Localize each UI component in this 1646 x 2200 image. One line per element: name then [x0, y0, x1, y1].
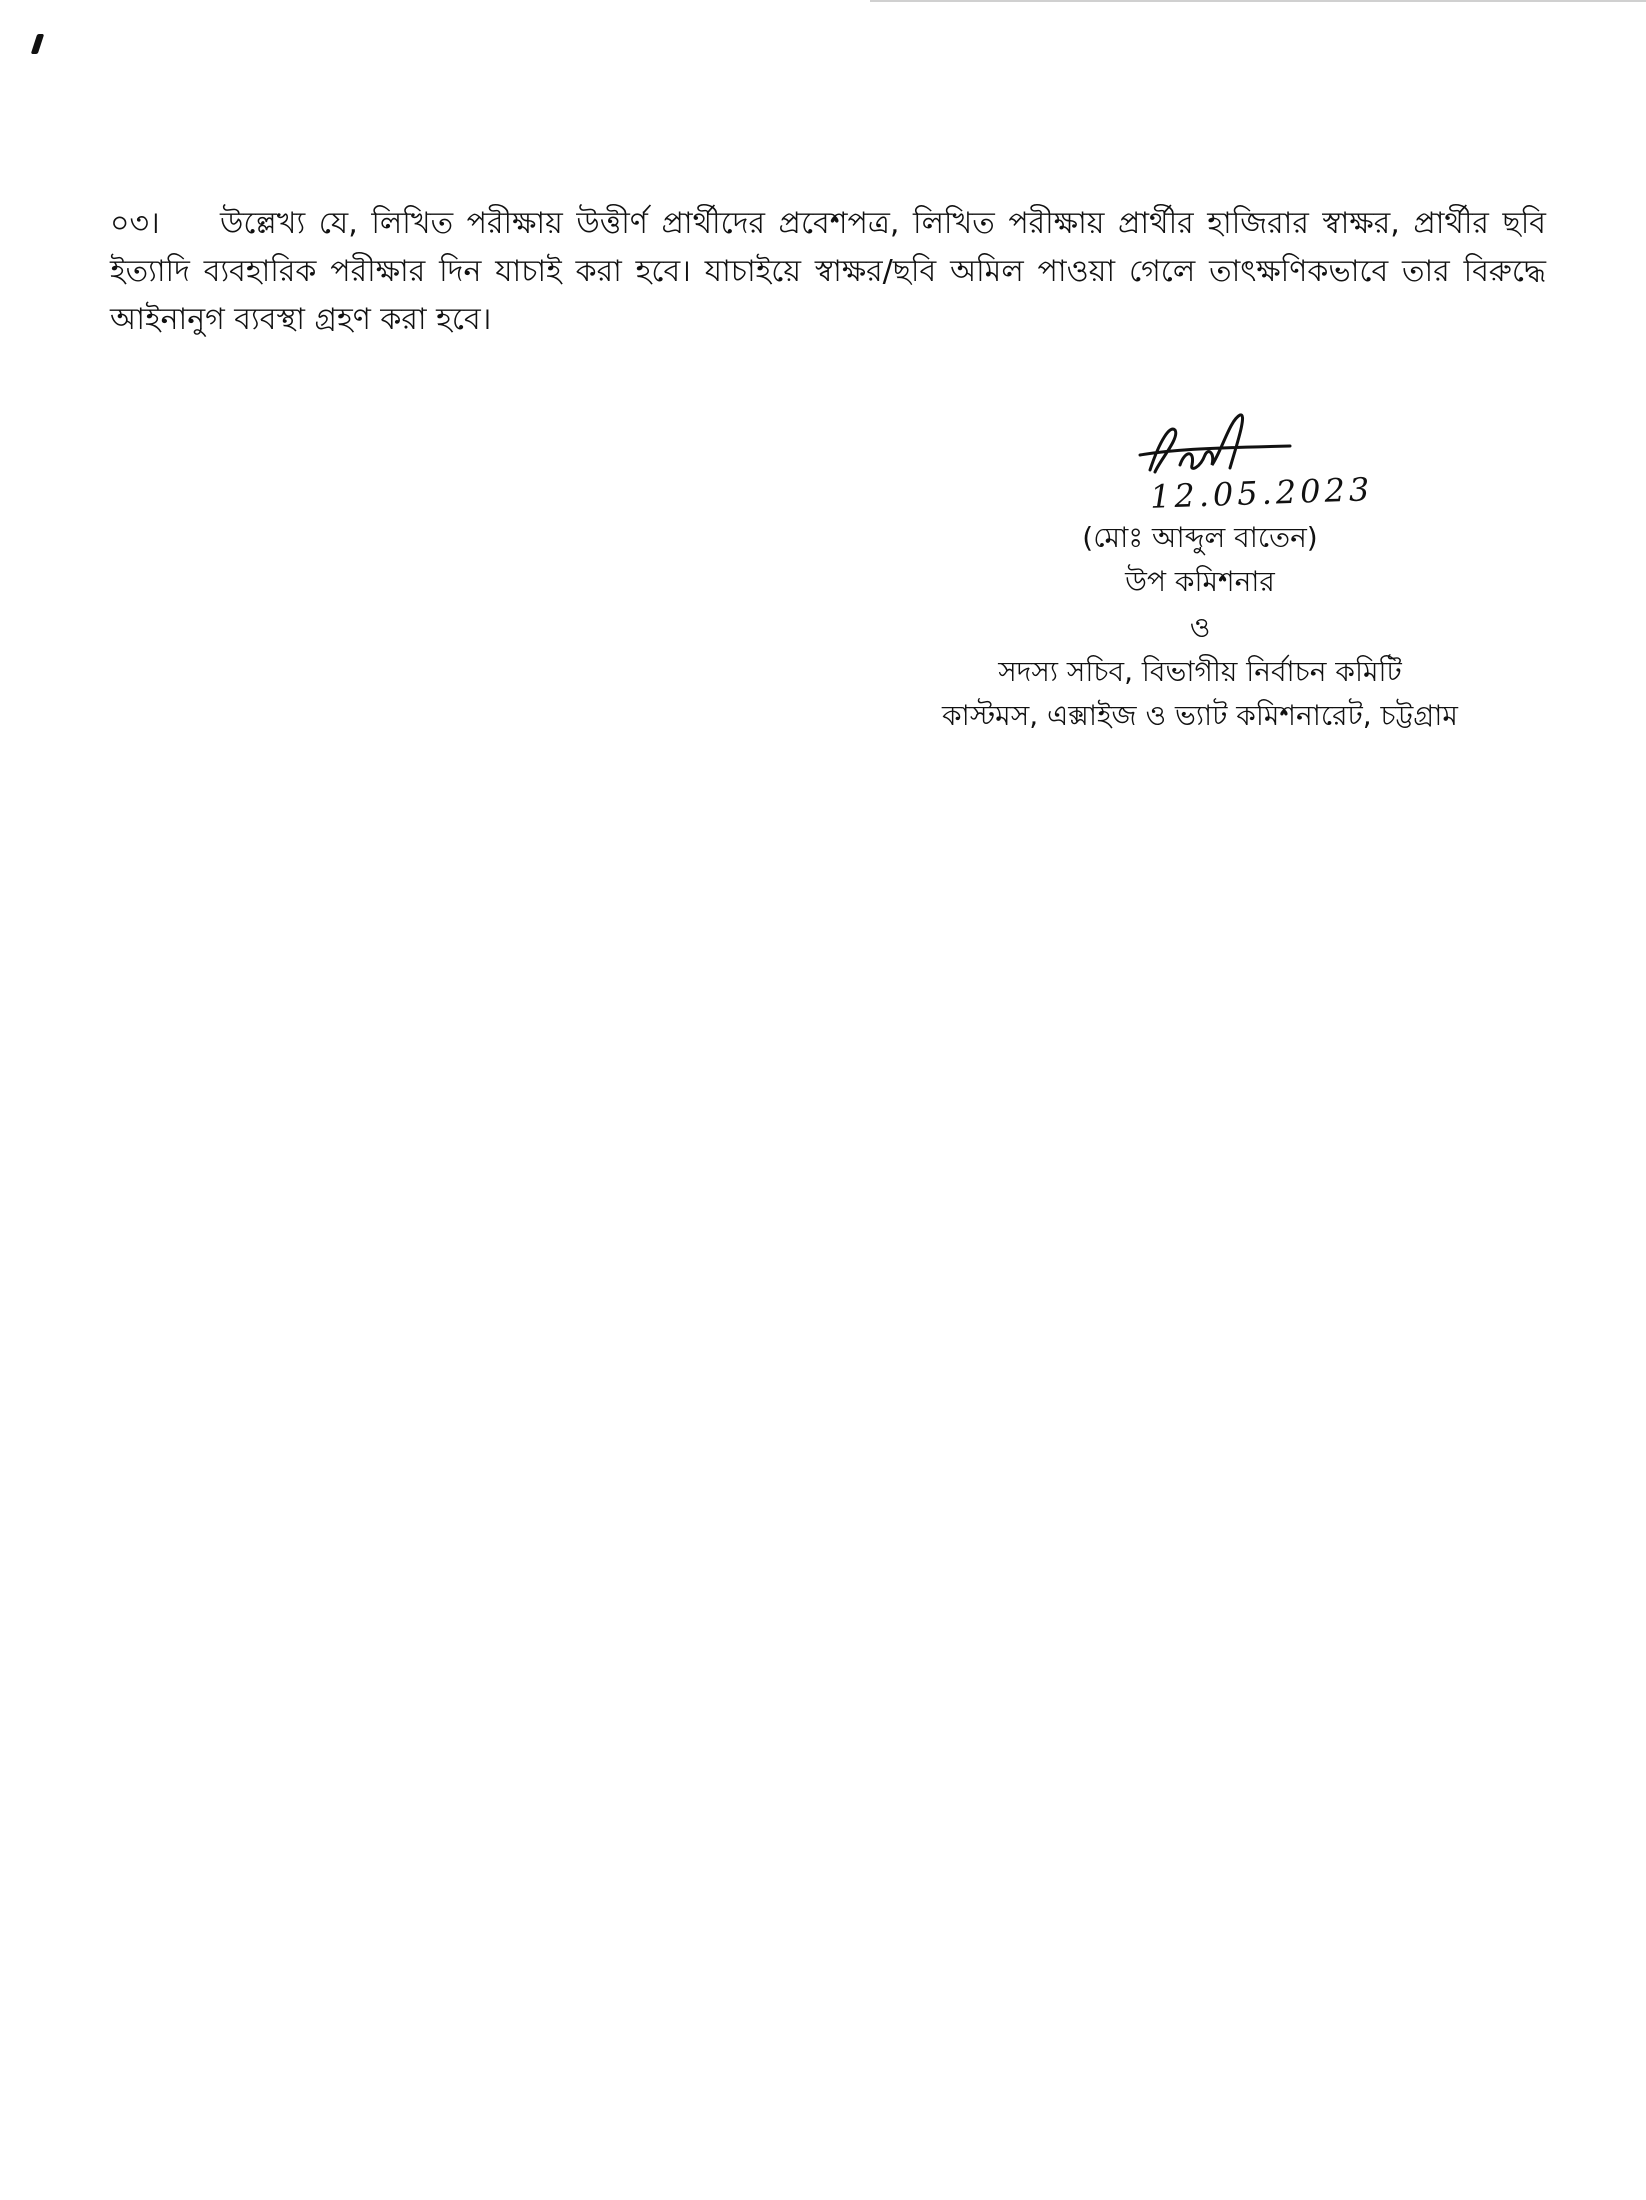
signatory-role: সদস্য সচিব, বিভাগীয় নির্বাচন কমিটি: [998, 655, 1402, 688]
signatory-name: (মোঃ আব্দুল বাতেন): [1082, 521, 1318, 554]
signatory-conjunction: ও: [1189, 611, 1211, 644]
signatory-office: কাস্টমস, এক্সাইজ ও ভ্যাট কমিশনারেট, চট্টগ্রাম: [942, 699, 1458, 732]
paragraph-text: উল্লেখ্য যে, লিখিত পরীক্ষায় উত্তীর্ণ প্রার্থীদের প্রবেশপত্র, লিখিত পরীক্ষায় প্রার্থীর হাজিরার স্বাক্ষর, প্রার্থীর ছবি ইত্যাদি ব্যবহারিক পরীক্ষার দিন যাচাই করা হবে। যাচাইয়ে স্বাক্ষর/ছবি অমিল পাওয়া গেলে তাৎক্ষণিকভাবে তার বিরুদ্ধে আইনানুগ ব্যবস্থা গ্রহণ করা হবে।: [110, 206, 1546, 337]
paragraph-number: ০৩।: [110, 206, 160, 241]
notice-paragraph: [110, 200, 1546, 344]
signatory-designation: উপ কমিশনার: [1125, 565, 1275, 598]
signature-date: 12.05.2023: [1149, 470, 1374, 516]
scan-edge-line: [870, 0, 1646, 2]
scan-mark: [31, 34, 44, 54]
